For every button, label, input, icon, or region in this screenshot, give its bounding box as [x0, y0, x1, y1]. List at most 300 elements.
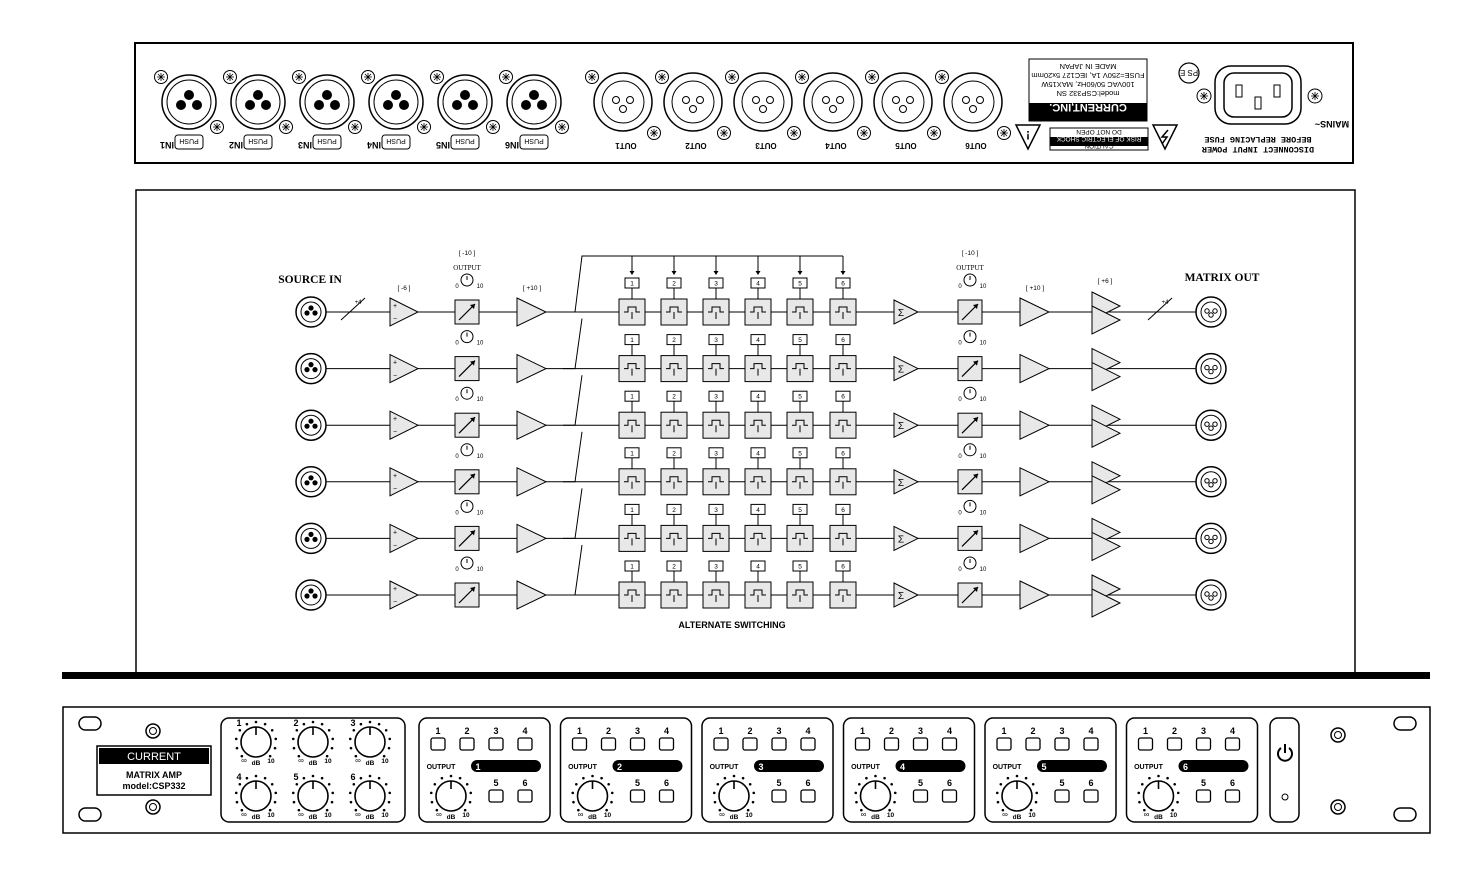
power-led — [1282, 794, 1288, 800]
source-select-button[interactable] — [602, 738, 616, 750]
svg-text:1: 1 — [630, 563, 634, 571]
svg-text:6: 6 — [946, 778, 953, 788]
channel-number-badge — [471, 760, 541, 772]
svg-text:dB: dB — [365, 760, 375, 767]
svg-text:OUTPUT: OUTPUT — [568, 764, 597, 771]
front-product: MATRIX AMP — [126, 770, 182, 780]
sum-icon: Σ — [897, 308, 905, 319]
source-select-button[interactable] — [772, 790, 786, 802]
svg-text:10: 10 — [979, 453, 987, 460]
mains-label: MAINS~ — [1314, 119, 1350, 129]
source-select-button[interactable] — [1139, 738, 1153, 750]
svg-text:2: 2 — [464, 726, 470, 736]
gain-plus10-a: [ +10 ] — [522, 285, 542, 292]
svg-text:dB: dB — [251, 760, 261, 767]
svg-text:4: 4 — [1229, 726, 1236, 736]
svg-text:2: 2 — [672, 506, 676, 514]
source-select-button[interactable] — [1084, 738, 1098, 750]
svg-text:2: 2 — [672, 337, 676, 345]
source-select-button[interactable] — [1055, 790, 1069, 802]
svg-text:+: + — [392, 529, 398, 537]
svg-text:5: 5 — [798, 393, 802, 401]
rack-slot-tr — [1394, 717, 1416, 730]
matrix-out-connector-icon — [1196, 410, 1226, 440]
rack-slot-tl — [79, 717, 101, 730]
svg-text:2: 2 — [672, 393, 676, 401]
svg-text:3: 3 — [350, 718, 356, 728]
svg-text:10: 10 — [476, 340, 484, 347]
svg-text:4: 4 — [756, 337, 760, 345]
svg-text:OUTPUT: OUTPUT — [426, 764, 456, 771]
svg-text:5: 5 — [634, 778, 641, 788]
svg-text:6: 6 — [841, 506, 845, 514]
screw-icon — [1331, 800, 1345, 814]
rear-input-label: IN4 — [366, 140, 382, 150]
svg-text:0: 0 — [958, 340, 962, 347]
source-select-button[interactable] — [997, 738, 1011, 750]
svg-text:4: 4 — [756, 280, 760, 288]
source-in-connector-icon — [296, 354, 326, 384]
svg-text:5: 5 — [1059, 778, 1065, 788]
svg-text:2: 2 — [672, 563, 676, 571]
plus4-label-in: +4 — [354, 300, 362, 306]
svg-text:1: 1 — [630, 393, 634, 401]
svg-text:5: 5 — [1200, 778, 1207, 788]
svg-text:6: 6 — [841, 450, 845, 458]
rear-output-label: OUT1 — [615, 141, 637, 150]
rear-input-label: IN1 — [159, 140, 175, 150]
svg-text:+: + — [392, 303, 398, 310]
screw-icon — [936, 71, 949, 84]
screw-icon — [418, 121, 431, 134]
source-select-button[interactable] — [1084, 790, 1098, 802]
svg-text:∞: ∞ — [241, 810, 247, 819]
screw-icon — [866, 71, 879, 84]
svg-text:6: 6 — [841, 563, 845, 571]
svg-text:1: 1 — [576, 726, 583, 736]
svg-text:0: 0 — [958, 453, 962, 460]
svg-text:2: 2 — [672, 280, 676, 288]
svg-text:10: 10 — [462, 812, 470, 819]
screw-icon — [487, 121, 500, 134]
svg-text:∞: ∞ — [241, 756, 247, 765]
svg-text:6: 6 — [350, 772, 356, 782]
svg-text:6: 6 — [841, 393, 845, 401]
svg-text:∞: ∞ — [860, 810, 867, 819]
svg-text:6: 6 — [1182, 762, 1189, 772]
source-select-button[interactable] — [573, 738, 587, 750]
source-select-button[interactable] — [660, 790, 674, 802]
svg-text:OUTPUT: OUTPUT — [851, 764, 880, 771]
svg-text:∞: ∞ — [298, 756, 304, 765]
output-channel-section — [561, 718, 692, 822]
source-select-button[interactable] — [631, 790, 645, 802]
screw-icon — [146, 724, 160, 738]
svg-text:6: 6 — [663, 778, 670, 788]
svg-text:2: 2 — [672, 450, 676, 458]
source-select-button[interactable] — [714, 738, 728, 750]
matrix-out-connector-icon — [1196, 467, 1226, 497]
output-channel-section — [702, 718, 833, 822]
caution-line-2: DO NOT OPEN — [1076, 128, 1122, 135]
svg-text:5: 5 — [798, 506, 802, 514]
svg-text:dB: dB — [308, 760, 318, 767]
source-select-button[interactable] — [1168, 738, 1182, 750]
svg-text:OUTPUT: OUTPUT — [992, 764, 1022, 771]
rear-output-label: OUT3 — [755, 141, 777, 150]
output-atten-label: [ -10 ] — [458, 250, 476, 257]
svg-text:−: − — [392, 372, 398, 380]
caution-line-1: RISK OF ELECTRIC SHOCK — [1056, 135, 1142, 142]
svg-text:5: 5 — [798, 450, 802, 458]
warning-line-2: BEFORE REPLACING FUSE — [1204, 134, 1312, 144]
screw-icon — [788, 127, 801, 140]
svg-text:2: 2 — [616, 762, 623, 772]
svg-text:3: 3 — [714, 563, 718, 571]
svg-text:1: 1 — [859, 726, 866, 736]
svg-text:0: 0 — [455, 510, 459, 517]
source-select-button[interactable] — [801, 738, 815, 750]
source-select-button[interactable] — [660, 738, 674, 750]
input-gain-label: [ -6 ] — [397, 285, 411, 292]
output-channel-section — [844, 718, 975, 822]
rack-slot-br — [1394, 808, 1416, 821]
svg-text:3: 3 — [1200, 726, 1207, 736]
svg-text:1: 1 — [718, 726, 724, 736]
screw-icon — [556, 121, 569, 134]
svg-text:10: 10 — [324, 812, 332, 819]
svg-text:1: 1 — [236, 718, 242, 728]
svg-text:1: 1 — [630, 337, 634, 345]
svg-text:−: − — [392, 316, 398, 323]
svg-text:4: 4 — [756, 506, 760, 514]
rear-label-line-2: 100VAC 50/60Hz, MAX15W — [1041, 80, 1135, 89]
svg-text:dB: dB — [446, 814, 456, 821]
output-atten-label-2: [ -10 ] — [961, 250, 979, 257]
svg-text:5: 5 — [798, 563, 802, 571]
channel-number-badge — [754, 760, 824, 772]
rear-output-label: OUT5 — [895, 141, 917, 150]
svg-text:0: 0 — [455, 340, 459, 347]
svg-text:4: 4 — [899, 762, 906, 772]
svg-text:dB: dB — [365, 814, 375, 821]
svg-text:2: 2 — [747, 726, 753, 736]
front-model: model:CSP332 — [122, 781, 186, 791]
source-select-button[interactable] — [801, 790, 815, 802]
svg-text:3: 3 — [634, 726, 641, 736]
source-in-connector-icon — [296, 523, 326, 553]
svg-text:5: 5 — [293, 772, 299, 782]
screw-icon — [998, 127, 1011, 140]
screw-icon — [155, 71, 168, 84]
svg-text:4: 4 — [805, 726, 811, 736]
svg-text:dB: dB — [251, 814, 261, 821]
svg-text:+: + — [392, 359, 398, 367]
svg-text:dB: dB — [308, 814, 318, 821]
screw-icon — [293, 71, 306, 84]
output-channel-section — [419, 718, 550, 822]
svg-text:−: − — [392, 599, 398, 606]
svg-text:0: 0 — [455, 397, 459, 404]
svg-text:10: 10 — [886, 812, 895, 819]
svg-text:6: 6 — [841, 337, 845, 345]
svg-text:5: 5 — [798, 280, 802, 288]
screw-icon — [500, 71, 513, 84]
source-select-button[interactable] — [518, 738, 532, 750]
sum-icon: Σ — [897, 477, 905, 489]
svg-text:∞: ∞ — [355, 810, 361, 819]
svg-text:3: 3 — [776, 726, 782, 736]
svg-text:5: 5 — [1041, 762, 1047, 772]
svg-text:10: 10 — [979, 397, 987, 404]
svg-text:1: 1 — [630, 280, 634, 288]
source-select-button[interactable] — [914, 790, 928, 802]
svg-text:10: 10 — [979, 284, 987, 290]
svg-text:10: 10 — [381, 758, 389, 765]
svg-text:∞: ∞ — [436, 810, 442, 819]
svg-text:+: + — [392, 586, 398, 593]
gain-plus6: [ +6 ] — [1097, 278, 1113, 285]
rear-brand: CURRENT,INC. — [1049, 101, 1127, 113]
svg-text:6: 6 — [841, 280, 845, 288]
source-select-button[interactable] — [856, 738, 870, 750]
output-channel-section — [985, 718, 1116, 822]
svg-text:0: 0 — [958, 397, 962, 404]
svg-text:∞: ∞ — [1002, 810, 1008, 819]
svg-text:10: 10 — [603, 812, 612, 819]
rear-output-label: OUT6 — [965, 141, 987, 150]
svg-text:10: 10 — [476, 567, 484, 573]
svg-text:3: 3 — [714, 506, 718, 514]
rack-slot-bl — [79, 808, 101, 821]
sum-icon: Σ — [897, 591, 905, 602]
source-select-button[interactable] — [489, 738, 503, 750]
svg-text:10: 10 — [324, 758, 332, 765]
svg-text:4: 4 — [756, 393, 760, 401]
source-select-button[interactable] — [1226, 738, 1240, 750]
channel-number-badge — [613, 760, 683, 772]
sum-icon: Σ — [897, 364, 905, 376]
matrix-out-connector-icon — [1196, 523, 1226, 553]
channel-number-badge — [1179, 760, 1249, 772]
output-channel-section — [1127, 718, 1258, 822]
svg-text:∞: ∞ — [1143, 810, 1150, 819]
plus4-label-out: +4 — [1161, 300, 1169, 306]
screw-icon — [211, 121, 224, 134]
svg-text:0: 0 — [958, 510, 962, 517]
svg-text:5: 5 — [917, 778, 924, 788]
svg-text:dB: dB — [1012, 814, 1022, 821]
svg-text:3: 3 — [493, 726, 499, 736]
svg-text:0: 0 — [455, 453, 459, 460]
caution-title: CAUTION — [1084, 142, 1114, 149]
svg-text:1: 1 — [1142, 726, 1149, 736]
svg-text:10: 10 — [979, 567, 987, 573]
warning-line-1: DISCONNECT INPUT POWER — [1201, 144, 1315, 154]
svg-text:10: 10 — [745, 812, 753, 819]
svg-text:10: 10 — [979, 340, 987, 347]
screw-icon — [726, 71, 739, 84]
rear-label-line-4: MADE IN JAPAN — [1059, 62, 1117, 71]
svg-text:10: 10 — [1169, 812, 1178, 819]
svg-text:1: 1 — [630, 506, 634, 514]
svg-text:3: 3 — [714, 393, 718, 401]
svg-text:4: 4 — [946, 726, 953, 736]
svg-text:3: 3 — [1059, 726, 1065, 736]
rear-input-label: IN5 — [435, 140, 451, 150]
svg-text:1: 1 — [630, 450, 634, 458]
source-select-button[interactable] — [1197, 738, 1211, 750]
matrix-out-connector-icon — [1196, 354, 1226, 384]
svg-text:OUTPUT: OUTPUT — [1134, 764, 1163, 771]
screw-icon — [928, 127, 941, 140]
source-select-button[interactable] — [772, 738, 786, 750]
svg-text:6: 6 — [522, 778, 528, 788]
front-brand: CURRENT — [127, 751, 181, 763]
svg-text:3: 3 — [714, 280, 718, 288]
svg-text:dB: dB — [1154, 814, 1163, 821]
svg-text:0: 0 — [958, 567, 962, 573]
rear-input-label: IN6 — [504, 140, 520, 150]
screw-icon — [648, 127, 661, 140]
svg-text:4: 4 — [236, 772, 242, 782]
svg-text:10: 10 — [267, 758, 275, 765]
svg-text:0: 0 — [455, 567, 459, 573]
svg-text:3: 3 — [917, 726, 924, 736]
source-in-connector-icon — [296, 580, 326, 610]
gain-plus10-b: [ +10 ] — [1025, 285, 1045, 292]
svg-text:∞: ∞ — [577, 810, 584, 819]
channel-number-badge — [896, 760, 966, 772]
svg-text:−: − — [392, 542, 398, 550]
matrix-out-label: MATRIX OUT — [1184, 272, 1260, 284]
source-select-button[interactable] — [1026, 738, 1040, 750]
screw-icon — [858, 127, 871, 140]
output-label-2: OUTPUT — [956, 264, 984, 272]
rear-input-label: IN2 — [228, 140, 244, 150]
push-label: PUSH — [386, 137, 406, 144]
source-select-button[interactable] — [631, 738, 645, 750]
source-select-button[interactable] — [1055, 738, 1069, 750]
svg-text:4: 4 — [756, 563, 760, 571]
svg-text:2: 2 — [293, 718, 299, 728]
svg-text:2: 2 — [1030, 726, 1036, 736]
source-select-button[interactable] — [1197, 790, 1211, 802]
svg-text:4: 4 — [522, 726, 528, 736]
rear-label-line-3: FUSE=250V 1A, IEC127 5x20mm — [1031, 71, 1145, 80]
push-label: PUSH — [248, 137, 268, 144]
source-select-button[interactable] — [1226, 790, 1240, 802]
svg-text:4: 4 — [756, 450, 760, 458]
source-select-button[interactable] — [460, 738, 474, 750]
section-divider — [62, 672, 1430, 679]
svg-text:!: ! — [1026, 128, 1030, 142]
svg-text:∞: ∞ — [355, 756, 361, 765]
svg-text:+: + — [392, 472, 398, 480]
svg-text:1: 1 — [435, 726, 441, 736]
svg-text:10: 10 — [381, 812, 389, 819]
svg-text:2: 2 — [1171, 726, 1178, 736]
block-diagram — [0, 185, 1465, 685]
source-select-button[interactable] — [431, 738, 445, 750]
source-select-button[interactable] — [943, 790, 957, 802]
source-in-connector-icon — [296, 297, 326, 327]
svg-text:−: − — [392, 429, 398, 437]
push-label: PUSH — [524, 137, 544, 144]
svg-text:∞: ∞ — [298, 810, 304, 819]
source-select-button[interactable] — [885, 738, 899, 750]
svg-text:3: 3 — [714, 337, 718, 345]
screw-icon — [796, 71, 809, 84]
channel-number-badge — [1037, 760, 1107, 772]
front-panel — [0, 700, 1465, 840]
matrix-out-connector-icon — [1196, 297, 1226, 327]
svg-text:3: 3 — [714, 450, 718, 458]
screw-icon — [431, 71, 444, 84]
svg-text:5: 5 — [798, 337, 802, 345]
push-label: PUSH — [179, 137, 199, 144]
screw-icon — [362, 71, 375, 84]
rear-output-label: OUT4 — [825, 141, 847, 150]
svg-text:0: 0 — [455, 284, 459, 290]
svg-text:−: − — [392, 485, 398, 493]
output-label: OUTPUT — [453, 264, 481, 272]
svg-text:1: 1 — [475, 762, 481, 772]
source-select-button[interactable] — [914, 738, 928, 750]
svg-text:6: 6 — [805, 778, 811, 788]
svg-text:10: 10 — [476, 510, 484, 517]
svg-text:+: + — [392, 416, 398, 424]
screw-icon — [146, 800, 160, 814]
screw-icon — [718, 127, 731, 140]
source-in-connector-icon — [296, 410, 326, 440]
alternate-switching-label: ALTERNATE SWITCHING — [678, 620, 786, 630]
svg-text:6: 6 — [1088, 778, 1094, 788]
screw-icon — [1331, 728, 1345, 742]
matrix-out-connector-icon — [1196, 580, 1226, 610]
source-select-button[interactable] — [943, 738, 957, 750]
rear-input-label: IN3 — [297, 140, 313, 150]
source-select-button[interactable] — [743, 738, 757, 750]
svg-text:OUTPUT: OUTPUT — [709, 764, 739, 771]
svg-text:3: 3 — [758, 762, 764, 772]
svg-text:0: 0 — [958, 284, 962, 290]
source-in-label: SOURCE IN — [278, 274, 342, 286]
svg-text:5: 5 — [493, 778, 499, 788]
svg-text:10: 10 — [1028, 812, 1036, 819]
source-select-button[interactable] — [518, 790, 532, 802]
svg-text:6: 6 — [1229, 778, 1236, 788]
svg-text:10: 10 — [267, 812, 275, 819]
rear-panel — [0, 0, 1465, 170]
svg-text:4: 4 — [1088, 726, 1094, 736]
svg-text:10: 10 — [979, 510, 987, 517]
rear-output-label: OUT2 — [685, 141, 707, 150]
sum-icon: Σ — [897, 421, 905, 433]
source-in-connector-icon — [296, 467, 326, 497]
screw-icon — [280, 121, 293, 134]
source-select-button[interactable] — [489, 790, 503, 802]
svg-text:5: 5 — [776, 778, 782, 788]
svg-text:PS E: PS E — [1179, 68, 1199, 77]
sum-icon: Σ — [897, 534, 905, 546]
screw-icon — [349, 121, 362, 134]
svg-text:dB: dB — [588, 814, 597, 821]
svg-text:10: 10 — [476, 284, 484, 290]
svg-text:∞: ∞ — [719, 810, 725, 819]
svg-text:4: 4 — [663, 726, 670, 736]
svg-text:2: 2 — [605, 726, 612, 736]
